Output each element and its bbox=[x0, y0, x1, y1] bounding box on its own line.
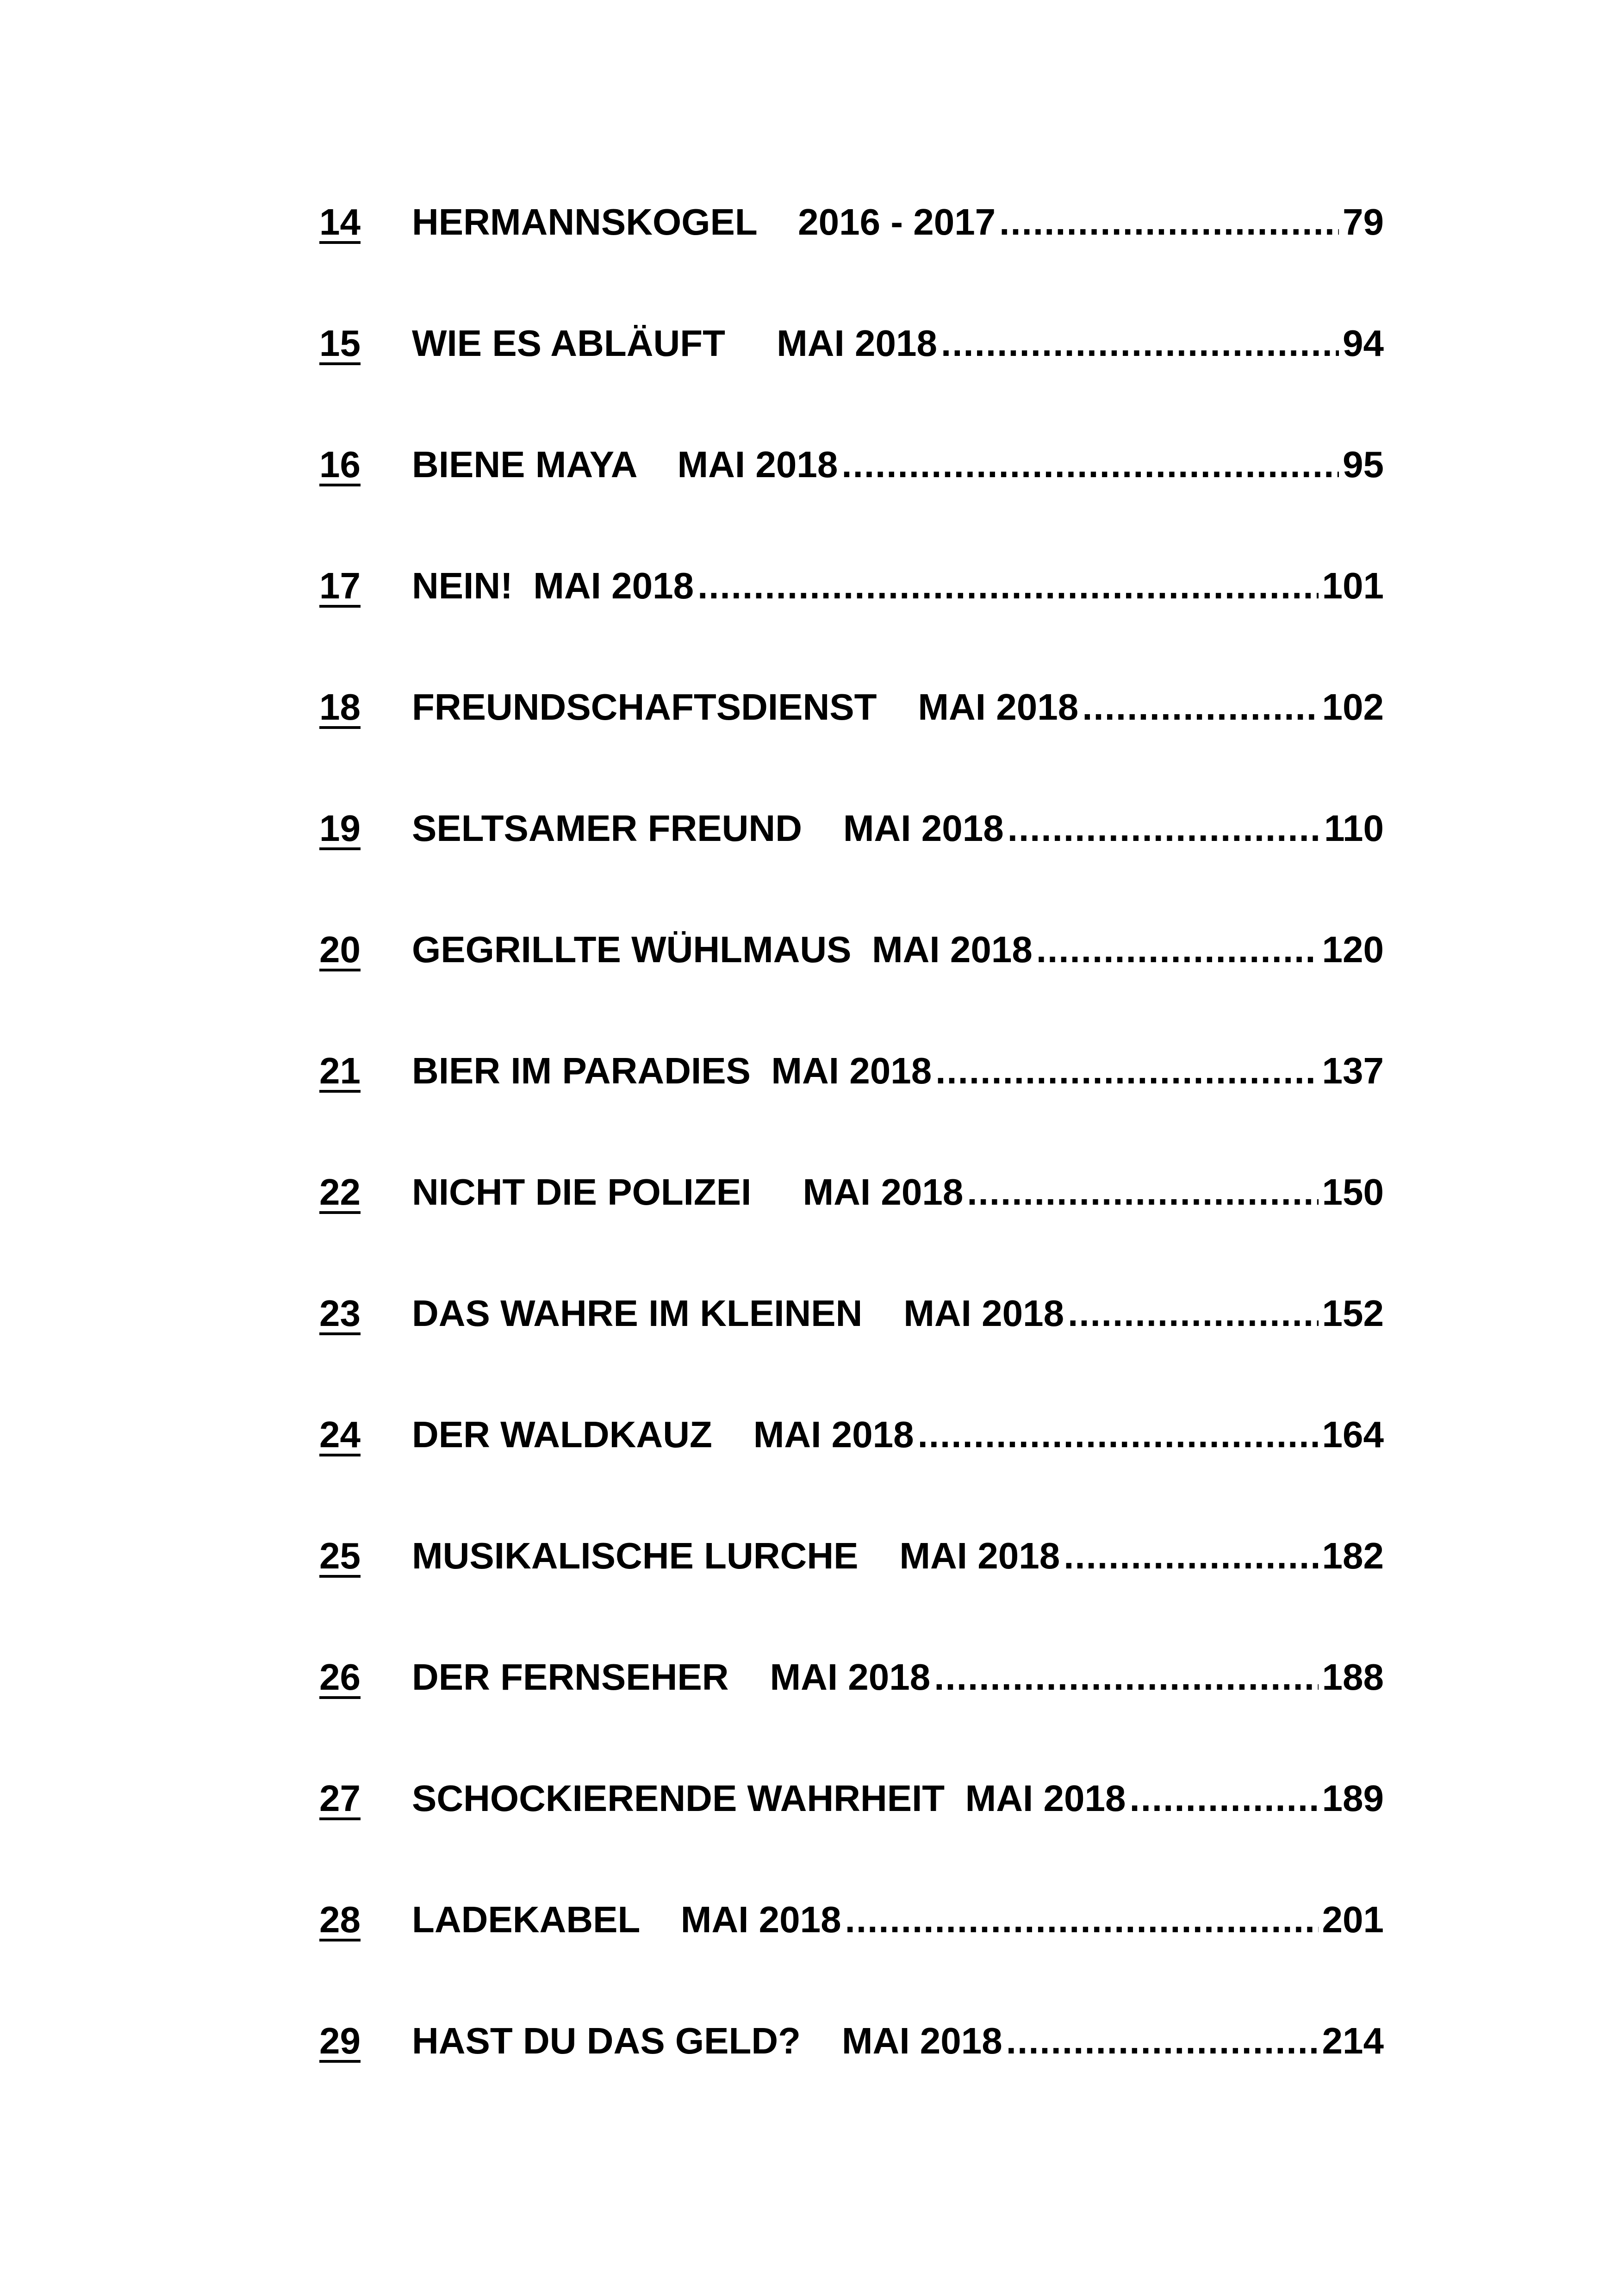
toc-entry-21[interactable] bbox=[319, 1052, 1384, 1174]
toc-entry-body bbox=[412, 204, 1384, 241]
toc-entry-title: MUSIKALISCHE LURCHE MAI 2018 bbox=[412, 1537, 1060, 1574]
toc-entry-page: 79 bbox=[1343, 204, 1384, 241]
toc-entry-body bbox=[412, 325, 1384, 362]
toc-entry-22[interactable] bbox=[319, 1171, 1384, 1295]
toc-entry-title: LADEKABEL MAI 2018 bbox=[412, 1901, 841, 1938]
toc-entry-number: 21 bbox=[319, 1050, 361, 1091]
toc-entry-number: 27 bbox=[319, 1778, 361, 1819]
toc-entry-number: 20 bbox=[319, 929, 361, 970]
toc-entry-body bbox=[412, 1052, 1384, 1089]
toc-entry-16[interactable] bbox=[319, 446, 1384, 567]
toc-entry-title: HAST DU DAS GELD? MAI 2018 bbox=[412, 2022, 1002, 2060]
toc-dot-leader bbox=[841, 446, 1339, 483]
toc-entry-body bbox=[412, 931, 1384, 968]
toc-dot-leader bbox=[967, 1174, 1318, 1211]
toc-entry-number: 19 bbox=[319, 808, 361, 849]
toc-dot-leader bbox=[999, 204, 1339, 241]
toc-entry-body bbox=[412, 1537, 1384, 1574]
toc-entry-body bbox=[412, 1295, 1384, 1332]
toc-entry-title: DAS WAHRE IM KLEINEN MAI 2018 bbox=[412, 1295, 1064, 1332]
toc-entry-page: 137 bbox=[1322, 1052, 1384, 1089]
toc-entry-page: 214 bbox=[1322, 2022, 1384, 2060]
toc-entry-title: GEGRILLTE WÜHLMAUS MAI 2018 bbox=[412, 931, 1033, 968]
toc-entry-title: SCHOCKIERENDE WAHRHEIT MAI 2018 bbox=[412, 1780, 1126, 1817]
toc-entry-page: 110 bbox=[1324, 810, 1384, 847]
toc-entry-body bbox=[412, 446, 1384, 483]
toc-entry-23[interactable] bbox=[319, 1295, 1384, 1416]
toc-dot-leader bbox=[845, 1901, 1319, 1938]
toc-entry-26[interactable] bbox=[319, 1656, 1384, 1780]
toc-entry-title: HERMANNSKOGEL 2016 - 2017 bbox=[412, 204, 996, 241]
toc-dot-leader bbox=[918, 1416, 1319, 1453]
toc-entry-page: 152 bbox=[1322, 1295, 1384, 1332]
toc-entry-page: 150 bbox=[1322, 1174, 1384, 1211]
toc-entry-body bbox=[412, 1416, 1384, 1453]
toc-entry-page: 101 bbox=[1322, 567, 1384, 604]
toc-entry-title: BIER IM PARADIES MAI 2018 bbox=[412, 1052, 932, 1089]
toc-entry-number: 17 bbox=[319, 565, 361, 606]
toc-entry-14[interactable] bbox=[319, 201, 1384, 325]
toc-entry-page: 95 bbox=[1343, 446, 1384, 483]
toc-dot-leader bbox=[1008, 810, 1320, 847]
toc-entry-page: 188 bbox=[1322, 1659, 1384, 1696]
toc-entry-25[interactable] bbox=[319, 1537, 1384, 1659]
toc-entry-title: FREUNDSCHAFTSDIENST MAI 2018 bbox=[412, 689, 1079, 726]
toc-entry-27[interactable] bbox=[319, 1780, 1384, 1901]
toc-entry-number: 24 bbox=[319, 1414, 361, 1455]
toc-dot-leader bbox=[935, 1052, 1318, 1089]
toc-entry-title: NEIN! MAI 2018 bbox=[412, 567, 694, 604]
toc-entry-20[interactable] bbox=[319, 931, 1384, 1052]
toc-entry-19[interactable] bbox=[319, 810, 1384, 931]
toc-dot-leader bbox=[941, 325, 1339, 362]
toc-entry-body bbox=[412, 1659, 1384, 1696]
toc-entry-page: 102 bbox=[1322, 689, 1384, 726]
toc-entry-page: 189 bbox=[1322, 1780, 1384, 1817]
toc-dot-leader bbox=[934, 1659, 1318, 1696]
toc-entry-29[interactable] bbox=[319, 2022, 1384, 2144]
toc-entry-title: DER WALDKAUZ MAI 2018 bbox=[412, 1416, 914, 1453]
toc-entry-number: 18 bbox=[319, 686, 361, 728]
toc-entry-body bbox=[412, 1901, 1384, 1938]
toc-entry-number: 16 bbox=[319, 444, 361, 485]
toc-entry-number: 22 bbox=[319, 1171, 361, 1213]
toc-entry-number: 26 bbox=[319, 1656, 361, 1698]
toc-dot-leader bbox=[1068, 1295, 1318, 1332]
toc-dot-leader bbox=[697, 567, 1318, 604]
table-of-contents bbox=[319, 201, 1384, 2144]
toc-entry-15[interactable] bbox=[319, 325, 1384, 446]
toc-dot-leader bbox=[1082, 689, 1318, 726]
toc-entry-page: 120 bbox=[1322, 931, 1384, 968]
toc-entry-title: SELTSAMER FREUND MAI 2018 bbox=[412, 810, 1004, 847]
toc-entry-body bbox=[412, 1174, 1384, 1211]
toc-entry-number: 25 bbox=[319, 1535, 361, 1576]
toc-entry-body bbox=[412, 689, 1384, 726]
toc-dot-leader bbox=[1064, 1537, 1318, 1574]
toc-entry-17[interactable] bbox=[319, 567, 1384, 689]
toc-entry-number: 15 bbox=[319, 323, 361, 364]
toc-entry-24[interactable] bbox=[319, 1416, 1384, 1537]
toc-entry-body bbox=[412, 810, 1384, 847]
toc-entry-page: 164 bbox=[1322, 1416, 1384, 1453]
toc-dot-leader bbox=[1036, 931, 1319, 968]
toc-entry-18[interactable] bbox=[319, 686, 1384, 810]
toc-entry-title: BIENE MAYA MAI 2018 bbox=[412, 446, 838, 483]
toc-entry-body bbox=[412, 1780, 1384, 1817]
toc-dot-leader bbox=[1129, 1780, 1318, 1817]
toc-entry-title: WIE ES ABLÄUFT MAI 2018 bbox=[412, 325, 937, 362]
toc-entry-body bbox=[412, 567, 1384, 604]
toc-dot-leader bbox=[1006, 2022, 1319, 2060]
toc-entry-title: NICHT DIE POLIZEI MAI 2018 bbox=[412, 1174, 964, 1211]
toc-entry-body bbox=[412, 2022, 1384, 2060]
toc-entry-page: 201 bbox=[1322, 1901, 1384, 1938]
toc-entry-number: 28 bbox=[319, 1899, 361, 1940]
toc-entry-page: 94 bbox=[1343, 325, 1384, 362]
toc-entry-number: 14 bbox=[319, 201, 361, 243]
toc-entry-number: 29 bbox=[319, 2020, 361, 2061]
toc-entry-page: 182 bbox=[1322, 1537, 1384, 1574]
toc-entry-title: DER FERNSEHER MAI 2018 bbox=[412, 1659, 931, 1696]
toc-entry-28[interactable] bbox=[319, 1901, 1384, 2022]
toc-entry-number: 23 bbox=[319, 1293, 361, 1334]
